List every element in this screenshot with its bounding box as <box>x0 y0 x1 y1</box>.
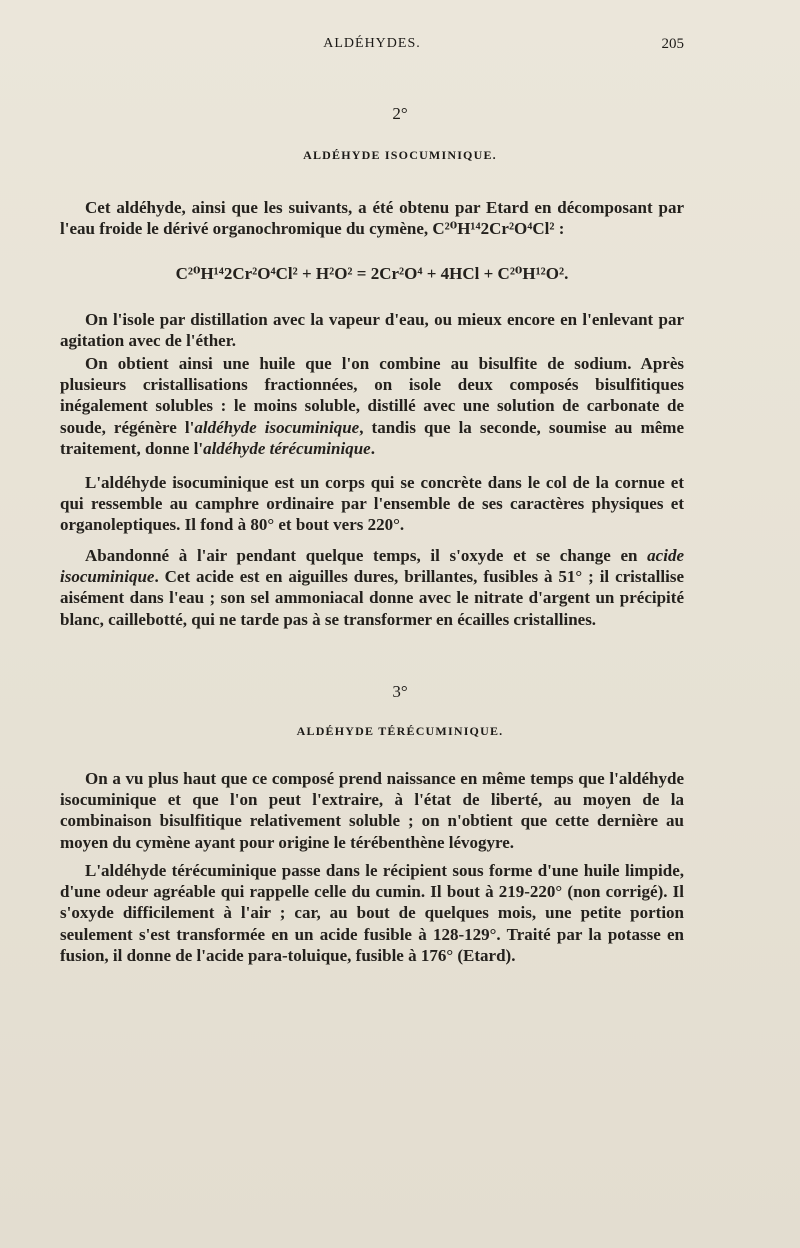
paragraph-bisulfite <box>60 353 684 459</box>
text-run: Abandonné à l'air pendant quelque temps, il s'oxyde et se change en <box>85 546 648 565</box>
page-number: 205 <box>661 36 684 52</box>
italic-term-terecuminique: aldéhyde térécuminique <box>203 438 371 458</box>
section-number-3: 3° <box>392 682 408 701</box>
chemical-equation: C²⁰H¹⁴2Cr²O⁴Cl² + H²O² = 2Cr²O⁴ + 4HCl + C²⁰H¹²O². <box>175 264 569 283</box>
paragraph-isolation: On l'isole par distillation avec la vapeur d'eau, ou mieux encore en l'enlevant par agitation avec de l'éther. <box>60 310 684 351</box>
section-title-2: ALDÉHYDE ISOCUMINIQUE. <box>303 148 497 162</box>
text-run: . Cet acide est en aiguilles dures, brillantes, fusibles à 51° ; il cristallise aisément dans l'eau ; son sel ammoniacal donne avec le nitrate d'argent un précipité blanc, caillebotté, qui ne tarde pas à se transformer en écailles cristallines. <box>60 567 684 629</box>
text-run: . <box>370 438 375 458</box>
paragraph-properties: L'aldéhyde isocuminique est un corps qui se concrète dans le col de la cornue et qui ressemble au camphre ordinaire par l'ensemble de ses caractères physiques et organoleptiques. Il fond à 80° et bout vers 220°. <box>60 473 684 535</box>
section-number-2: 2° <box>392 104 408 123</box>
italic-term-acide: acide isocuminique <box>60 546 684 587</box>
text-run: On obtient ainsi une huile que l'on combine au bisulfite de sodium. Après plusieurs cristallisations fractionnées, on isole deux composés bisulfitiques inégalement solubles : le moins soluble, distillé avec une solution de carbonate de soude, régénère l' <box>60 354 684 437</box>
italic-term-isocuminique: aldéhyde isocuminique <box>194 417 360 437</box>
running-title: ALDÉHYDES. <box>323 36 421 51</box>
text-run: , tandis que la seconde, soumise au même traitement, donne l' <box>60 417 685 458</box>
page-header <box>60 36 684 58</box>
paragraph-origin: On a vu plus haut que ce composé prend naissance en même temps que l'aldéhyde isocuminique et que l'on peut l'extraire, à l'état de liberté, au moyen de la combinaison bisulfitique relativement soluble ; on n'obtient que cette dernière au moyen du cymène ayant pour origine le térébenthène lévogyre. <box>60 769 684 852</box>
paragraph-intro: Cet aldéhyde, ainsi que les suivants, a été obtenu par Etard en décomposant par l'eau froide le dérivé organochromique du cymène, C²⁰H¹⁴2Cr²O⁴Cl² : <box>60 198 684 239</box>
paragraph-oxidation <box>60 545 684 630</box>
section-title-3: ALDÉHYDE TÉRÉCUMINIQUE. <box>296 724 504 738</box>
paragraph-terecuminique-properties: L'aldéhyde térécuminique passe dans le récipient sous forme d'une huile limpide, d'une odeur agréable qui rappelle celle du cumin. Il bout à 219-220° (non corrigé). Il s'oxyde difficilement à l'air ; car, au bout de quelques mois, une petite portion seulement s'est transformée en un acide fusible à 128-129°. Traité par la potasse en fusion, il donne de l'acide para-toluique, fusible à 176° (Etard). <box>60 861 684 965</box>
